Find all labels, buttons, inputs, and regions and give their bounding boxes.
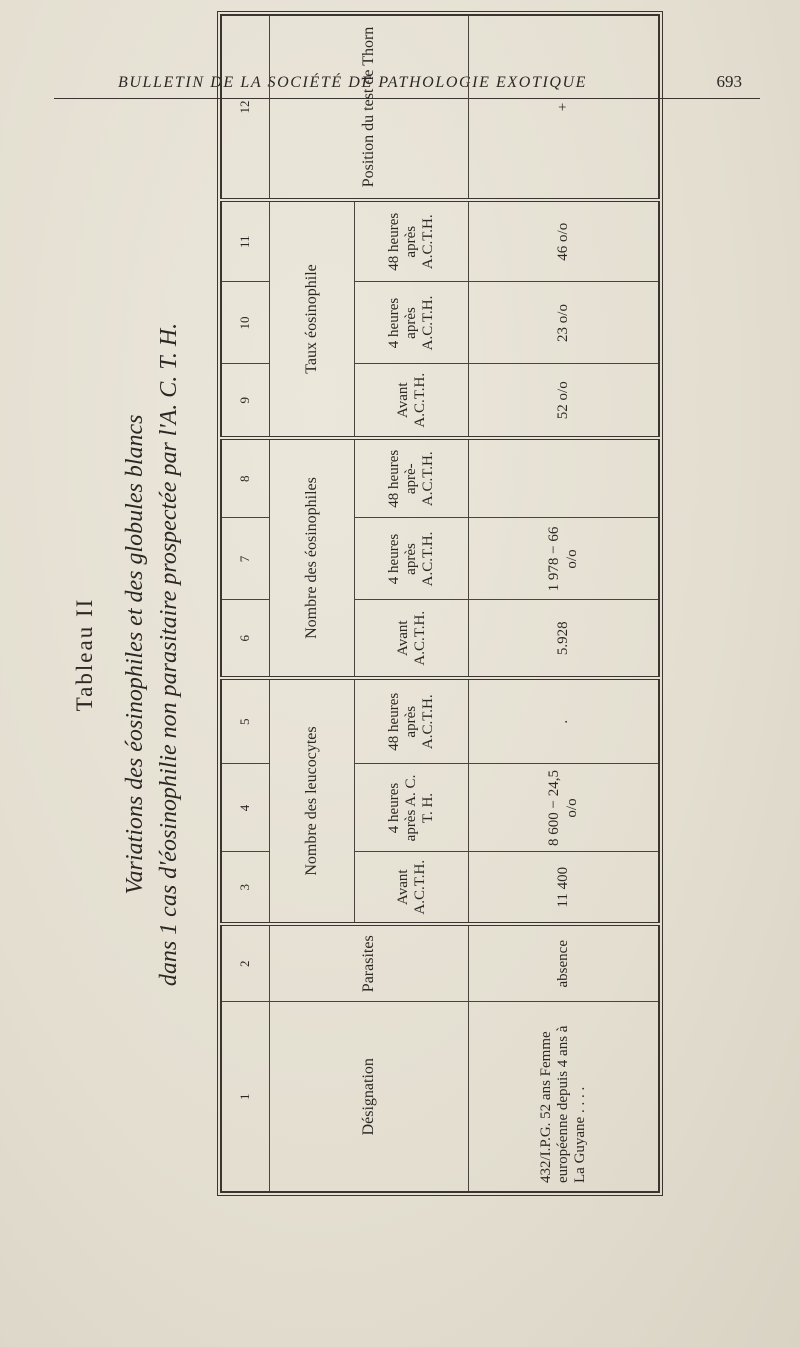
- cell-leuco-4h: 8 600 − 24,5 o/o: [469, 764, 659, 852]
- cell-eosino-48h: [469, 438, 659, 518]
- col-num-8: 8: [221, 438, 270, 518]
- sub-taux-4h: 4 heures après A.C.T.H.: [355, 282, 469, 364]
- sub-leuco-48h: 48 heures après A.C.T.H.: [355, 678, 469, 764]
- col-num-3: 3: [221, 852, 270, 924]
- header-leucocytes: Nombre des leucocytes: [270, 678, 355, 924]
- cell-leuco-avant: 11 400: [469, 852, 659, 924]
- cell-leuco-48h: .: [469, 678, 659, 764]
- cell-parasites: absence: [469, 924, 659, 1002]
- sub-eosino-48h: 48 heures aprè- A.C.T.H.: [355, 438, 469, 518]
- header-test-de-thorn: Position du test de Thorn: [270, 15, 469, 200]
- col-num-1: 1: [221, 1002, 270, 1192]
- sub-eosino-4h: 4 heures après A.C.T.H.: [355, 518, 469, 600]
- cell-taux-4h: 23 o/o: [469, 282, 659, 364]
- col-num-9: 9: [221, 364, 270, 438]
- cell-eosino-4h: 1 978 − 66 o/o: [469, 518, 659, 600]
- cell-eosino-avant: 5.928: [469, 600, 659, 678]
- col-num-10: 10: [221, 282, 270, 364]
- group-header-row: [270, 15, 355, 1192]
- header-parasites: Parasites: [270, 924, 469, 1002]
- running-title: BULLETIN DE LA SOCIÉTÉ DE PATHOLOGIE EXOTIQUE: [118, 74, 588, 91]
- sub-leuco-avant: Avant A.C.T.H.: [355, 852, 469, 924]
- cell-test-thorn: +: [469, 15, 659, 200]
- col-num-11: 11: [221, 200, 270, 282]
- eosinophil-table: [220, 14, 660, 1193]
- col-num-4: 4: [221, 764, 270, 852]
- col-num-2: 2: [221, 924, 270, 1002]
- header-designation: Désignation: [270, 1002, 469, 1192]
- col-num-5: 5: [221, 678, 270, 764]
- table-caption-line-1: Variations des éosinophiles et des globules blancs: [122, 414, 148, 895]
- cell-taux-avant: 52 o/o: [469, 364, 659, 438]
- cell-taux-48h: 46 o/o: [469, 200, 659, 282]
- page-number: 693: [716, 72, 742, 91]
- col-num-12: 12: [221, 15, 270, 200]
- sub-leuco-4h: 4 heures après A. C. T. H.: [355, 764, 469, 852]
- sub-eosino-avant: Avant A.C.T.H.: [355, 600, 469, 678]
- col-num-7: 7: [221, 518, 270, 600]
- cell-designation: 432/I.P.G. 52 ans Femme européenne depuis 4 ans à La Guyane . . . .: [469, 1002, 659, 1192]
- col-num-6: 6: [221, 600, 270, 678]
- table-row: [469, 15, 659, 1192]
- column-number-row: [221, 15, 270, 1192]
- sub-taux-48h: 48 heures après A.C.T.H.: [355, 200, 469, 282]
- header-taux-eosinophile: Taux éosinophile: [270, 200, 355, 438]
- sub-taux-avant: Avant A.C.T.H.: [355, 364, 469, 438]
- header-eosinophiles: Nombre des éosinophiles: [270, 438, 355, 678]
- table-caption-line-2: dans 1 cas d'éosinophilie non parasitaire prospectée par l'A. C. T. H.: [156, 322, 182, 987]
- tableau-label: Tableau II: [72, 597, 97, 712]
